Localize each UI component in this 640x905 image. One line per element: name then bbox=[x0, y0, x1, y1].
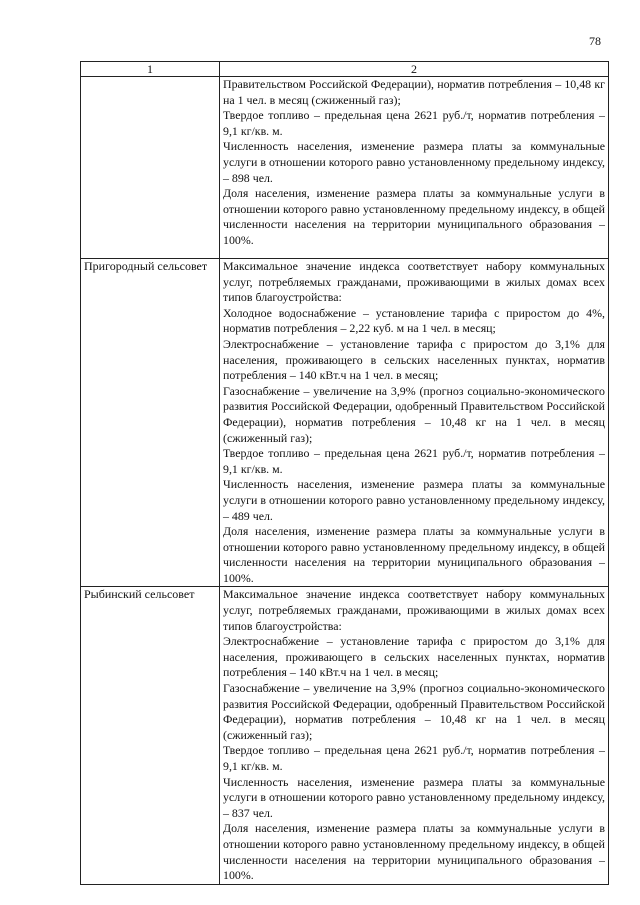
paragraph: Доля населения, изменение размера платы за коммунальные услуги в отношении которого равно установленному предельному индексу, в общей численности населения на территории муниципального образования – 100%. bbox=[223, 821, 605, 883]
municipal-index-table bbox=[80, 61, 609, 885]
paragraph: Численность населения, изменение размера платы за коммунальные услуги в отношении которого равно установленному предельному индексу, – 837 чел. bbox=[223, 774, 605, 820]
paragraph: Правительством Российской Федерации), норматив потребления – 10,48 кг на 1 чел. в месяц (сжиженный газ); bbox=[223, 77, 605, 107]
paragraph: Максимальное значение индекса соответствует набору коммунальных услуг, потребляемых гражданами, проживающими в жилых домах всех типов благоустройства: bbox=[223, 259, 605, 305]
description-cell bbox=[220, 259, 609, 587]
region-cell bbox=[81, 77, 220, 259]
description-cell bbox=[220, 587, 609, 884]
table-row bbox=[81, 587, 609, 884]
region-cell: Пригородный сельсовет bbox=[81, 259, 220, 587]
region-cell: Рыбинский сельсовет bbox=[81, 587, 220, 884]
column-header-1: 1 bbox=[81, 62, 220, 77]
paragraph: Максимальное значение индекса соответствует набору коммунальных услуг, потребляемых гражданами, проживающими в жилых домах всех типов благоустройства: bbox=[223, 587, 605, 633]
paragraph: Численность населения, изменение размера платы за коммунальные услуги в отношении которого равно установленному предельному индексу, – 898 чел. bbox=[223, 139, 605, 185]
description-cell bbox=[220, 77, 609, 259]
paragraph: Доля населения, изменение размера платы за коммунальные услуги в отношении которого равно установленному предельному индексу, в общей численности населения на территории муниципального образования – 100%. bbox=[223, 524, 605, 585]
paragraph: Холодное водоснабжение – установление тарифа с приростом до 4%, норматив потребления – 2,22 куб. м на 1 чел. в месяц; bbox=[223, 305, 605, 336]
paragraph: Твердое топливо – предельная цена 2621 руб./т, норматив потребления – 9,1 кг/кв. м. bbox=[223, 108, 605, 138]
table-row bbox=[81, 77, 609, 259]
paragraph: Газоснабжение – увеличение на 3,9% (прогноз социально-экономического развития Российской Федерации, одобренный Правительством Российской Федерации), норматив потребления – 10,48 кг на 1 чел. в месяц (сжиженный газ); bbox=[223, 383, 605, 445]
paragraph: Твердое топливо – предельная цена 2621 руб./т, норматив потребления – 9,1 кг/кв. м. bbox=[223, 446, 605, 476]
paragraph: Газоснабжение – увеличение на 3,9% (прогноз социально-экономического развития Российской Федерации, одобренный Правительством Российской Федерации), норматив потребления – 10,48 кг на 1 чел. в месяц (сжиженный газ); bbox=[223, 681, 605, 742]
table-header-row bbox=[81, 62, 609, 77]
column-header-2: 2 bbox=[220, 62, 609, 77]
paragraph: Твердое топливо – предельная цена 2621 руб./т, норматив потребления – 9,1 кг/кв. м. bbox=[223, 743, 605, 773]
paragraph: Электроснабжение – установление тарифа с приростом до 3,1% для населения, проживающего в сельских населенных пунктах, норматив потребления – 140 кВт.ч на 1 чел. в месяц; bbox=[223, 336, 605, 383]
paragraph: Электроснабжение – установление тарифа с приростом до 3,1% для населения, проживающего в сельских населенных пунктах, норматив потребления – 140 кВт.ч на 1 чел. в месяц; bbox=[223, 634, 605, 680]
page-number: 78 bbox=[589, 34, 601, 48]
table-row bbox=[81, 259, 609, 587]
paragraph: Численность населения, изменение размера платы за коммунальные услуги в отношении которого равно установленному предельному индексу, – 489 чел. bbox=[223, 477, 605, 523]
paragraph: Доля населения, изменение размера платы за коммунальные услуги в отношении которого равно установленному предельному индексу, в общей численности населения на территории муниципального образования – 100%. bbox=[223, 186, 605, 247]
